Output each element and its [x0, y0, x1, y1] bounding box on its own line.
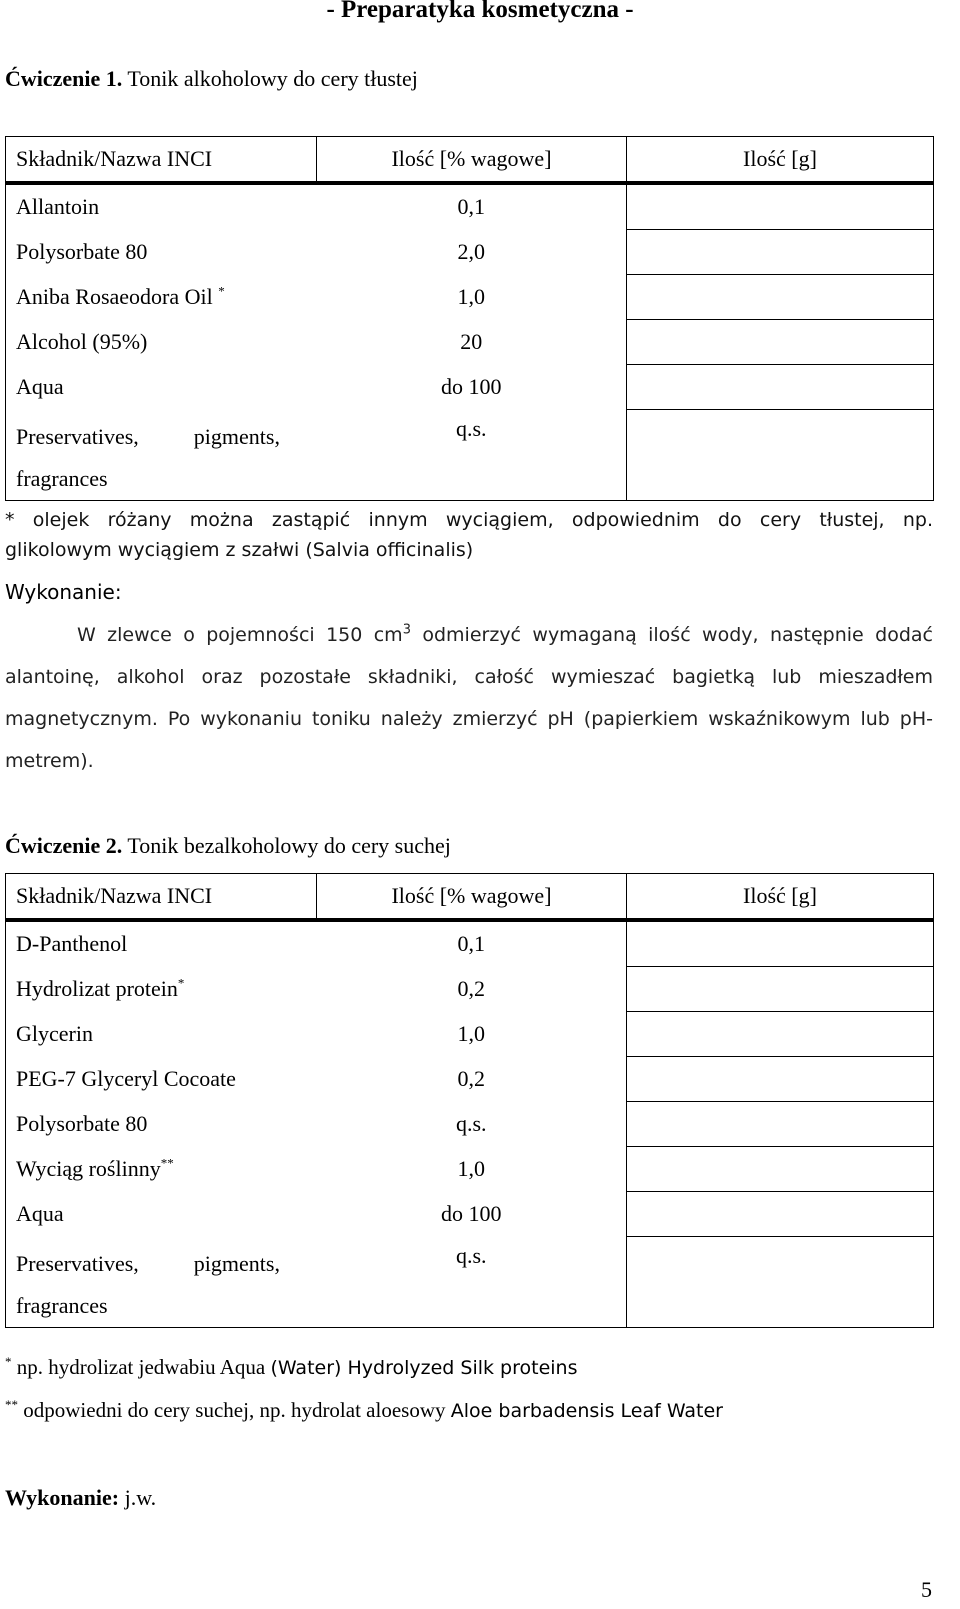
ingredient-grams-cell[interactable]: [627, 183, 934, 230]
ingredient-name-cell: [6, 1237, 317, 1328]
column-header-grams: Ilość [g]: [627, 874, 934, 921]
footnote-text: np. hydrolizat jedwabiu Aqua: [11, 1355, 271, 1379]
ingredient-percent: do 100: [317, 365, 627, 410]
ingredient-percent: do 100: [317, 1192, 627, 1237]
table-header-row: [6, 874, 934, 921]
footnote-text-latin: (Water) Hydrolyzed Silk proteins: [270, 1357, 578, 1379]
table-row: [6, 1057, 934, 1102]
ingredient-grams-cell[interactable]: [627, 1057, 934, 1102]
table-row: [6, 920, 934, 967]
ingredient-name: Alcohol (95%): [6, 320, 317, 365]
footnote-line: glikolowym wyciągiem z szałwi (Salvia officinalis): [5, 539, 474, 561]
ingredient-name-line1: Preservatives, pigments,: [16, 423, 280, 449]
table-row: [6, 1237, 934, 1328]
procedure-line: magnetycznym. Po wykonaniu toniku należy zmierzyć pH (papierkiem wskaźnikowym lub pH-: [5, 708, 933, 730]
procedure-text-part: W zlewce o pojemności 150 cm: [77, 624, 403, 646]
exercise-1-title: Tonik alkoholowy do cery tłustej: [122, 66, 418, 91]
exercise-2-table: [5, 873, 934, 1328]
table-row: [6, 275, 934, 320]
ingredient-name-line1: Preservatives, pigments,: [16, 1250, 280, 1276]
ingredient-name: D-Panthenol: [6, 920, 317, 967]
ingredient-name-cell: [6, 967, 317, 1012]
ingredient-name-line2: fragrances: [16, 1292, 108, 1318]
ingredient-percent: q.s.: [317, 1102, 627, 1147]
footnote-text: odpowiedni do cery suchej, np. hydrolat aloesowy: [18, 1398, 451, 1422]
exercise-1-number: Ćwiczenie 1.: [5, 66, 123, 91]
ingredient-grams-cell[interactable]: [627, 1237, 934, 1328]
ingredient-grams-cell[interactable]: [627, 365, 934, 410]
ingredient-name-line2: fragrances: [16, 465, 108, 491]
ingredient-name: Polysorbate 80: [6, 1102, 317, 1147]
table-row: [6, 1192, 934, 1237]
exercise-2-footnote-1: [5, 1355, 577, 1380]
exercise-2-procedure: [5, 1485, 156, 1511]
table-row: [6, 967, 934, 1012]
exercise-2-title: Tonik bezalkoholowy do cery suchej: [122, 833, 451, 858]
ingredient-name: Aqua: [6, 365, 317, 410]
footnote-text-latin: Aloe barbadensis Leaf Water: [450, 1400, 723, 1422]
column-header-name: Składnik/Nazwa INCI: [6, 137, 317, 184]
table-row: [6, 320, 934, 365]
ingredient-percent: 1,0: [317, 275, 627, 320]
footnote-marker: **: [5, 1397, 18, 1412]
page-title: - Preparatyka kosmetyczna -: [326, 0, 634, 23]
procedure-value: j.w.: [119, 1485, 157, 1510]
ingredient-name: PEG-7 Glyceryl Cocoate: [6, 1057, 317, 1102]
ingredient-grams-cell[interactable]: [627, 230, 934, 275]
ingredient-percent: q.s.: [317, 1237, 627, 1328]
column-header-grams: Ilość [g]: [627, 137, 934, 184]
ingredient-grams-cell[interactable]: [627, 410, 934, 501]
ingredient-grams-cell[interactable]: [627, 320, 934, 365]
exercise-2-footnote-2: [5, 1398, 723, 1423]
table-row: [6, 230, 934, 275]
ingredient-name: Hydrolizat protein: [16, 976, 178, 1001]
ingredient-name: Polysorbate 80: [6, 230, 317, 275]
footnote-marker: *: [177, 975, 185, 991]
ingredient-grams-cell[interactable]: [627, 1102, 934, 1147]
ingredient-grams-cell[interactable]: [627, 1012, 934, 1057]
footnote-marker: *: [5, 1354, 12, 1369]
table-row: [6, 1147, 934, 1192]
ingredient-percent: 0,1: [317, 920, 627, 967]
page-number: 5: [921, 1577, 932, 1602]
ingredient-percent: 1,0: [317, 1147, 627, 1192]
exercise-1-heading: [5, 66, 418, 92]
ingredient-percent: 20: [317, 320, 627, 365]
ingredient-name: Glycerin: [6, 1012, 317, 1057]
ingredient-name-cell: [6, 1147, 317, 1192]
ingredient-name-cell: [6, 275, 317, 320]
footnote-marker: *: [218, 283, 225, 299]
ingredient-grams-cell[interactable]: [627, 967, 934, 1012]
ingredient-name: Wyciąg roślinny: [16, 1156, 161, 1181]
ingredient-percent: 0,1: [317, 183, 627, 230]
procedure-label: Wykonanie:: [5, 580, 122, 604]
procedure-text: [5, 614, 933, 782]
ingredient-percent: q.s.: [317, 410, 627, 501]
footnote-line: * olejek różany można zastąpić innym wyciągiem, odpowiednim do cery tłustej, np.: [5, 509, 933, 531]
column-header-percent: Ilość [% wagowe]: [317, 137, 627, 184]
procedure-line: [5, 614, 933, 656]
ingredient-percent: 2,0: [317, 230, 627, 275]
exercise-1-footnote: [5, 505, 933, 565]
column-header-name: Składnik/Nazwa INCI: [6, 874, 317, 921]
ingredient-name: Aniba Rosaeodora Oil: [16, 284, 213, 309]
table-row: [6, 365, 934, 410]
procedure-text-part: odmierzyć wymaganą ilość wody, następnie dodać: [410, 624, 933, 646]
ingredient-grams-cell[interactable]: [627, 1147, 934, 1192]
procedure-line: metrem).: [5, 750, 94, 772]
superscript: 3: [402, 622, 411, 638]
exercise-2-number: Ćwiczenie 2.: [5, 833, 123, 858]
footnote-marker: **: [160, 1155, 174, 1171]
exercise-1-table: [5, 136, 934, 501]
table-row: [6, 410, 934, 501]
table-row: [6, 1102, 934, 1147]
ingredient-grams-cell[interactable]: [627, 275, 934, 320]
column-header-percent: Ilość [% wagowe]: [317, 874, 627, 921]
procedure-label: Wykonanie:: [5, 1485, 120, 1510]
ingredient-grams-cell[interactable]: [627, 1192, 934, 1237]
ingredient-name: Allantoin: [6, 183, 317, 230]
table-row: [6, 183, 934, 230]
procedure-line: alantoinę, alkohol oraz pozostałe składniki, całość wymieszać bagietką lub mieszadłem: [5, 666, 933, 688]
table-header-row: [6, 137, 934, 184]
ingredient-percent: 0,2: [317, 1057, 627, 1102]
ingredient-name-cell: [6, 410, 317, 501]
ingredient-percent: 1,0: [317, 1012, 627, 1057]
ingredient-percent: 0,2: [317, 967, 627, 1012]
ingredient-name: Aqua: [6, 1192, 317, 1237]
ingredient-grams-cell[interactable]: [627, 920, 934, 967]
exercise-2-heading: [5, 833, 451, 859]
table-row: [6, 1012, 934, 1057]
